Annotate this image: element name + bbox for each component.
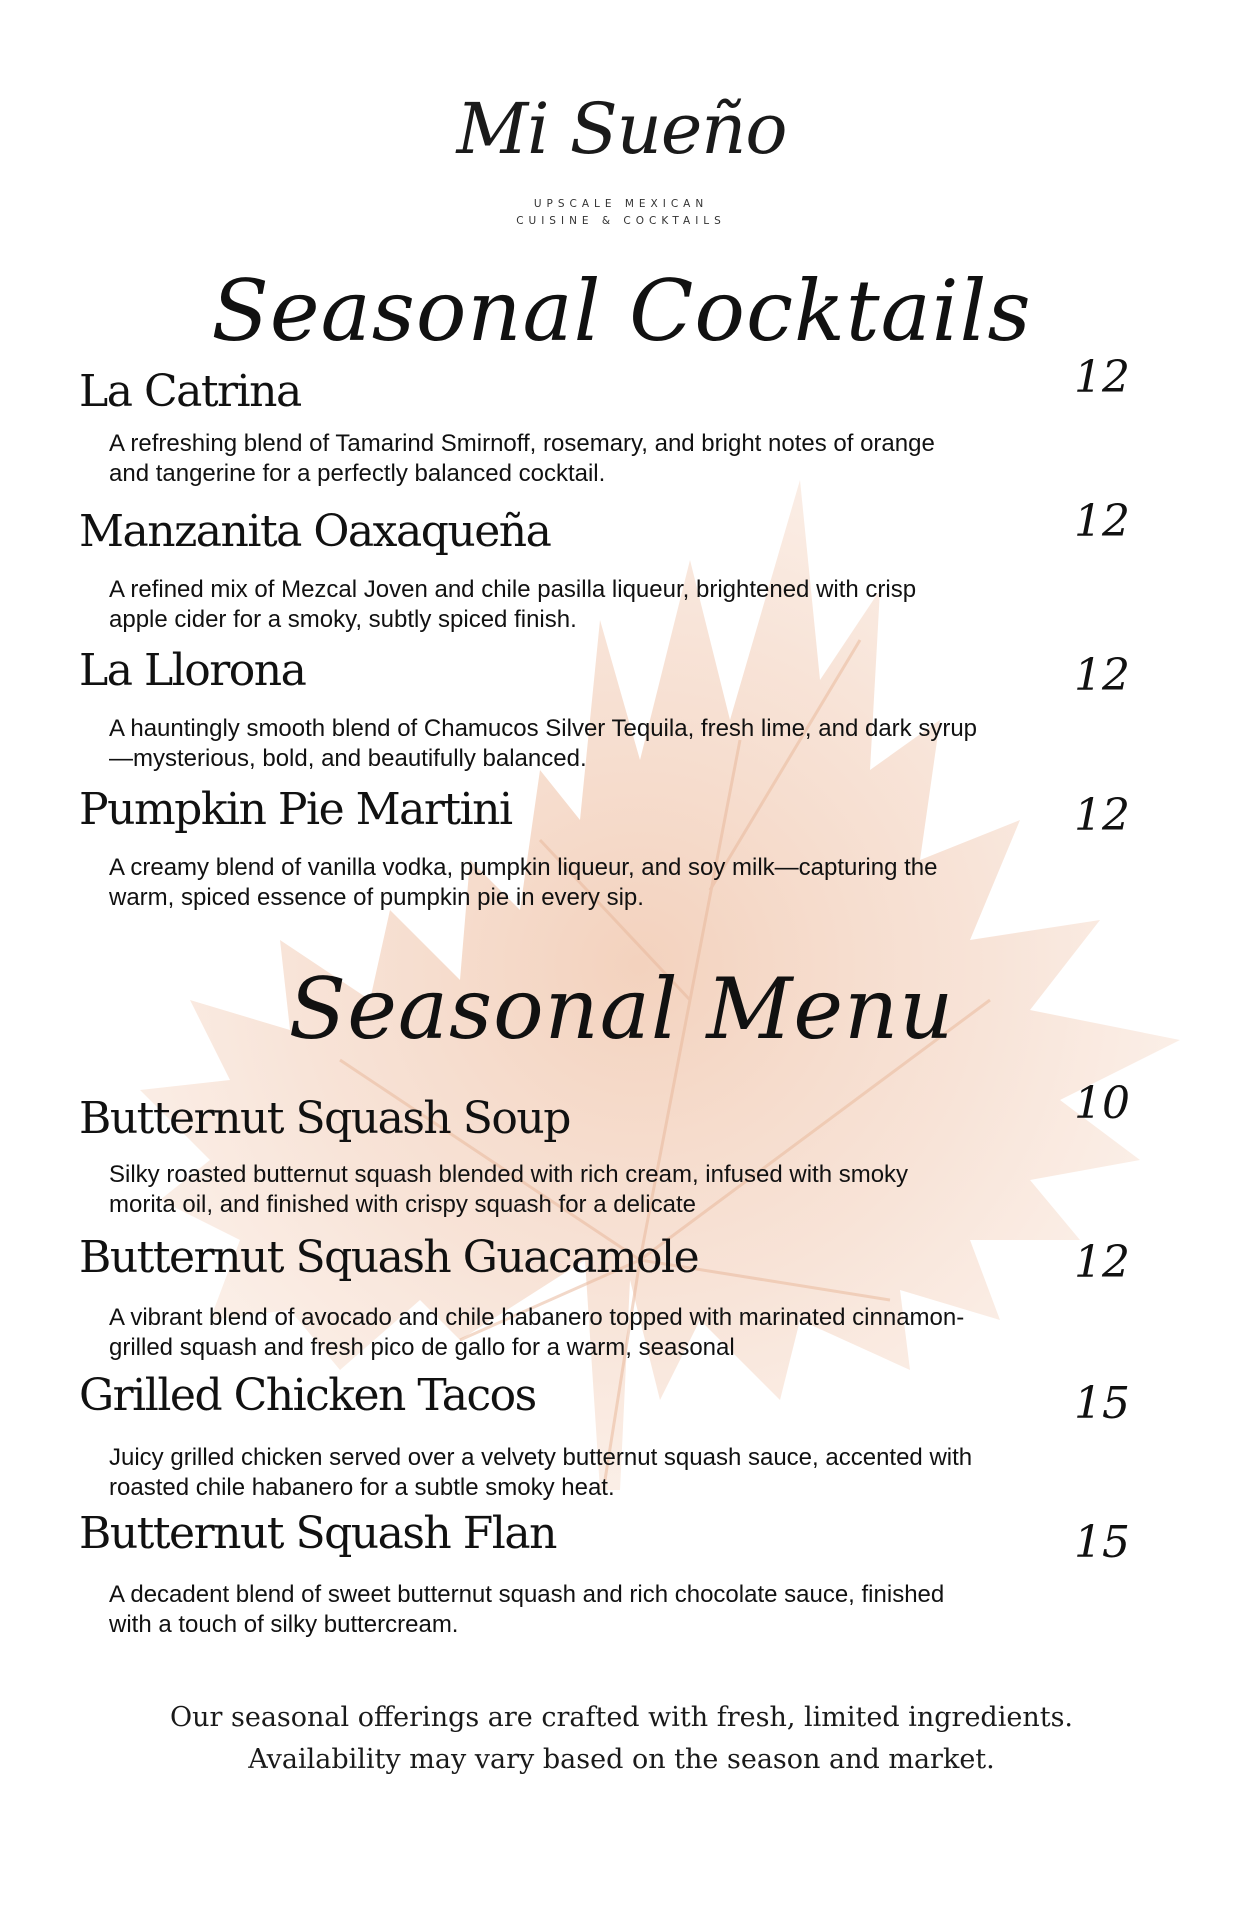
menu-item-price: 15	[1074, 1378, 1130, 1429]
footer-note-line1: Our seasonal offerings are crafted with fresh, limited ingredients.	[169, 1702, 1074, 1733]
menu-item-description: A vibrant blend of avocado and chile habanero topped with marinated cinnamon-grilled squash and fresh pico de gallo for a warm, seasonal	[109, 1304, 965, 1361]
cocktail-price: 12	[1074, 496, 1130, 547]
menu-item-description: A decadent blend of sweet butternut squash and rich chocolate sauce, finished with a touch of silky buttercream.	[109, 1581, 945, 1638]
menu-item-name: Butternut Squash Guacamole	[79, 1232, 699, 1283]
cocktail-description: A refreshing blend of Tamarind Smirnoff, rosemary, and bright notes of orange and tangerine for a perfectly balanced cocktail.	[109, 430, 935, 487]
cocktail-name: La Llorona	[79, 645, 306, 696]
brand-tagline: UPSCALE MEXICAN CUISINE & COCKTAILS	[516, 198, 726, 227]
cocktail-name: Pumpkin Pie Martini	[79, 784, 512, 835]
cocktail-name: Manzanita Oaxaqueña	[79, 506, 551, 557]
footer-note-line2: Availability may vary based on the season and market.	[248, 1744, 995, 1775]
cocktails-section-title: Seasonal Cocktails	[211, 262, 1032, 360]
menu-item-price: 10	[1074, 1078, 1130, 1129]
cocktail-price: 12	[1074, 790, 1130, 841]
menu-item-name: Butternut Squash Flan	[79, 1508, 556, 1559]
menu-section-title: Seasonal Menu	[288, 960, 955, 1058]
cocktail-description: A refined mix of Mezcal Joven and chile pasilla liqueur, brightened with crisp apple cider for a smoky, subtly spiced finish.	[109, 576, 917, 633]
cocktail-name: La Catrina	[79, 366, 301, 417]
cocktail-price: 12	[1074, 352, 1130, 403]
cocktail-price: 12	[1074, 650, 1130, 701]
menu-item-description: Juicy grilled chicken served over a velvety butternut squash sauce, accented with roasted chile habanero for a subtle smoky heat.	[109, 1444, 973, 1501]
menu-item-price: 12	[1074, 1237, 1130, 1288]
cocktail-description: A hauntingly smooth blend of Chamucos Silver Tequila, fresh lime, and dark syrup—mysterious, bold, and beautifully balanced.	[109, 715, 978, 772]
cocktail-description: A creamy blend of vanilla vodka, pumpkin liqueur, and soy milk—capturing the warm, spiced essence of pumpkin pie in every sip.	[109, 854, 938, 911]
menu-item-description: Silky roasted butternut squash blended with rich cream, infused with smoky morita oil, and finished with crispy squash for a delicate	[109, 1161, 909, 1218]
menu-item-name: Butternut Squash Soup	[79, 1093, 570, 1144]
menu-item-price: 15	[1074, 1517, 1130, 1568]
menu-item-name: Grilled Chicken Tacos	[79, 1370, 536, 1421]
brand-logo: Mi Sueño	[456, 88, 787, 170]
